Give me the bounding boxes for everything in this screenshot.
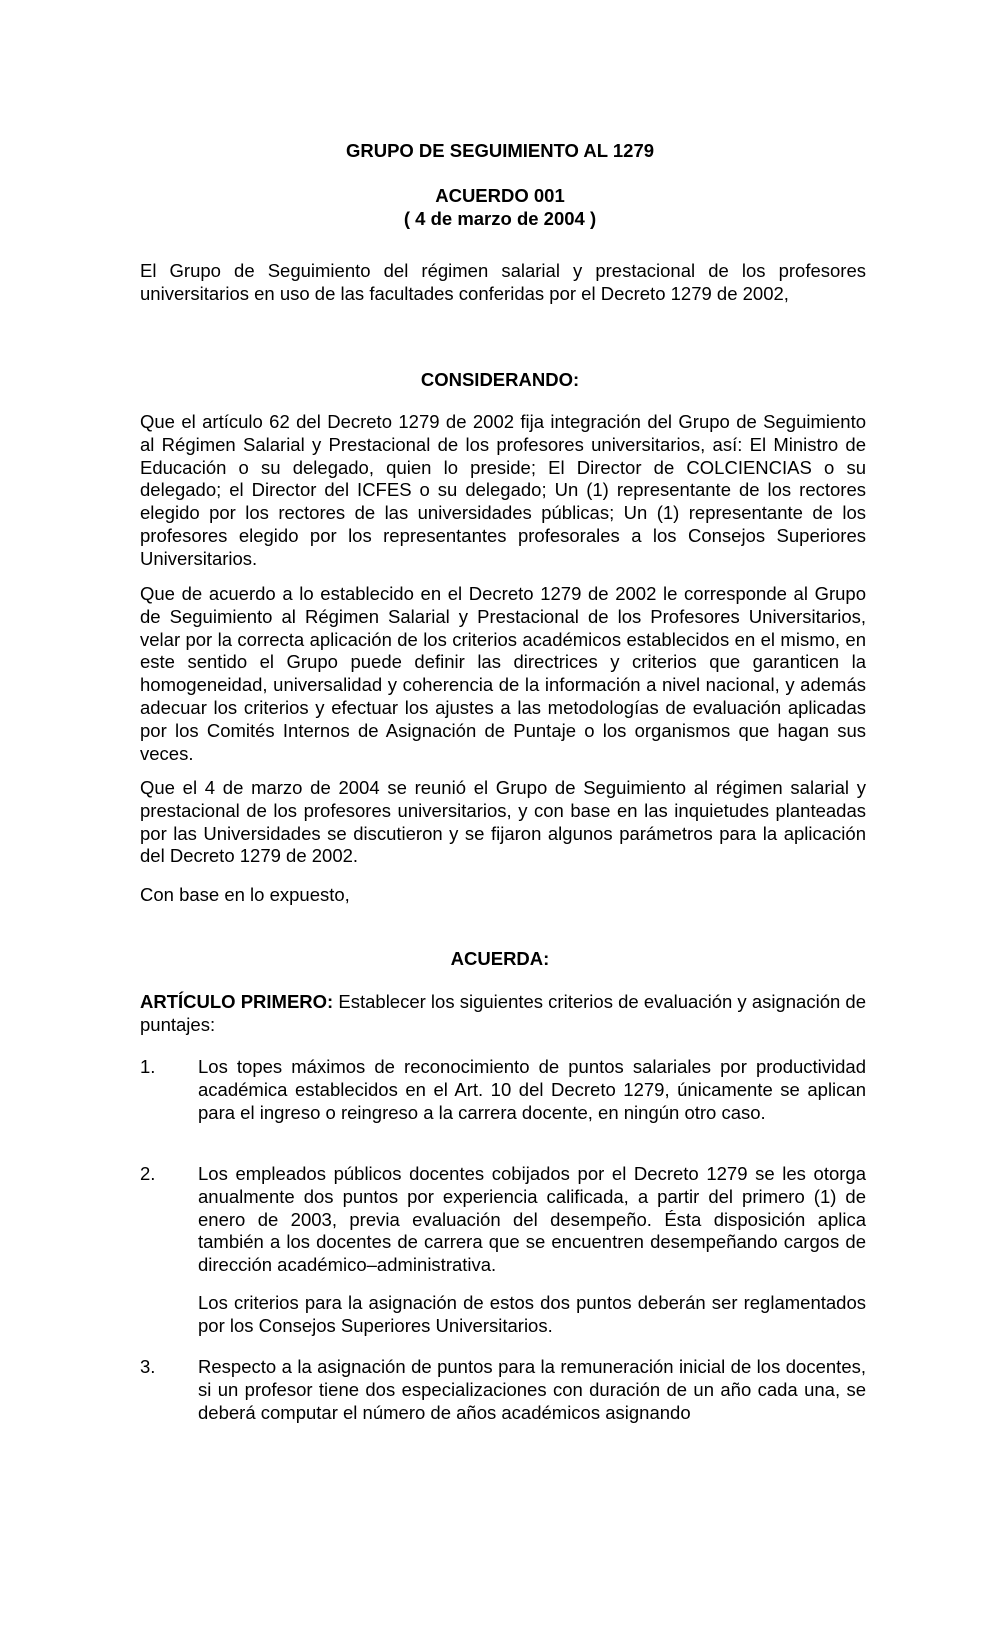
- list-item-continuation: [140, 1292, 866, 1338]
- list-item-number: 2.: [140, 1163, 156, 1184]
- list-item-number: 3.: [140, 1356, 156, 1377]
- considerando-heading: CONSIDERANDO:: [420, 369, 580, 390]
- list-item: [140, 1356, 866, 1424]
- articulo-primero-text: Establecer los siguientes criterios de evaluación y asignación de puntajes:: [140, 991, 866, 1035]
- considerando-paragraph-1: Que el artículo 62 del Decreto 1279 de 2002 fija integración del Grupo de Seguimiento al Régimen Salarial y Prestacional de los profesores universitarios, así: El Ministro de Educación o su delegado, quien lo preside; El Director de COLCIENCIAS o su delegado; el Director del ICFES o su delegado; Un (1) representante de los rectores elegido por los rectores de las universidades públicas; Un (1) representante de los profesores elegido por los representantes profesorales a los Consejos Superiores Universitarios.: [140, 411, 866, 569]
- considerando-paragraph-4: Con base en lo expuesto,: [140, 884, 350, 905]
- list-item: [140, 1056, 866, 1124]
- considerando-paragraph-2: Que de acuerdo a lo establecido en el Decreto 1279 de 2002 le corresponde al Grupo de Seguimiento al Régimen Salarial y Prestacional de los Profesores Universitarios, velar por la correcta aplicación de los criterios académicos establecidos en el mismo, en este sentido el Grupo puede definir las directrices y criterios que garanticen la homogeneidad, universalidad y coherencia de la información a nivel nacional, y además adecuar los criterios y efectuar los ajustes a las metodologías de evaluación aplicadas por los Comités Internos de Asignación de Puntaje o los organismos que hagan sus veces.: [140, 583, 866, 764]
- list-item-extra-text: Los criterios para la asignación de estos dos puntos deberán ser reglamentados por los Consejos Superiores Universitarios.: [198, 1292, 866, 1336]
- list-item-text: Los empleados públicos docentes cobijados por el Decreto 1279 se les otorga anualmente dos puntos por experiencia calificada, a partir del primero (1) de enero de 2003, previa evaluación del desempeño. Ésta disposición aplica también a los docentes de carrera que se encuentren desempeñando cargos de dirección académico–administrativa.: [198, 1163, 866, 1276]
- acuerdo-date: ( 4 de marzo de 2004 ): [403, 207, 597, 229]
- considerando-paragraph-3: Que el 4 de marzo de 2004 se reunió el Grupo de Seguimiento al régimen salarial y prestacional de los profesores universitarios, y con base en las inquietudes planteadas por las Universidades se discutieron y se fijaron algunos parámetros para la aplicación del Decreto 1279 de 2002.: [140, 777, 866, 867]
- list-item-text: Los topes máximos de reconocimiento de puntos salariales por productividad académica establecidos en el Art. 10 del Decreto 1279, únicamente se aplican para el ingreso o reingreso a la carrera docente, en ningún otro caso.: [198, 1056, 866, 1123]
- articulo-primero-paragraph: [140, 991, 866, 1037]
- list-item: [140, 1163, 866, 1277]
- acuerdo-number: ACUERDO 001: [435, 185, 565, 206]
- list-item-number: 1.: [140, 1056, 156, 1077]
- acuerda-heading: ACUERDA:: [450, 948, 550, 969]
- list-item-text: Respecto a la asignación de puntos para la remuneración inicial de los docentes, si un profesor tiene dos especializaciones con duración de un año cada una, se deberá computar el número de años académicos asignando: [198, 1356, 866, 1423]
- articulo-primero-label: ARTÍCULO PRIMERO:: [140, 991, 334, 1012]
- document-title: GRUPO DE SEGUIMIENTO AL 1279: [345, 140, 655, 161]
- preamble-paragraph: El Grupo de Seguimiento del régimen salarial y prestacional de los profesores universitarios en uso de las facultades conferidas por el Decreto 1279 de 2002,: [140, 260, 866, 304]
- acuerdo-heading: [0, 185, 1000, 231]
